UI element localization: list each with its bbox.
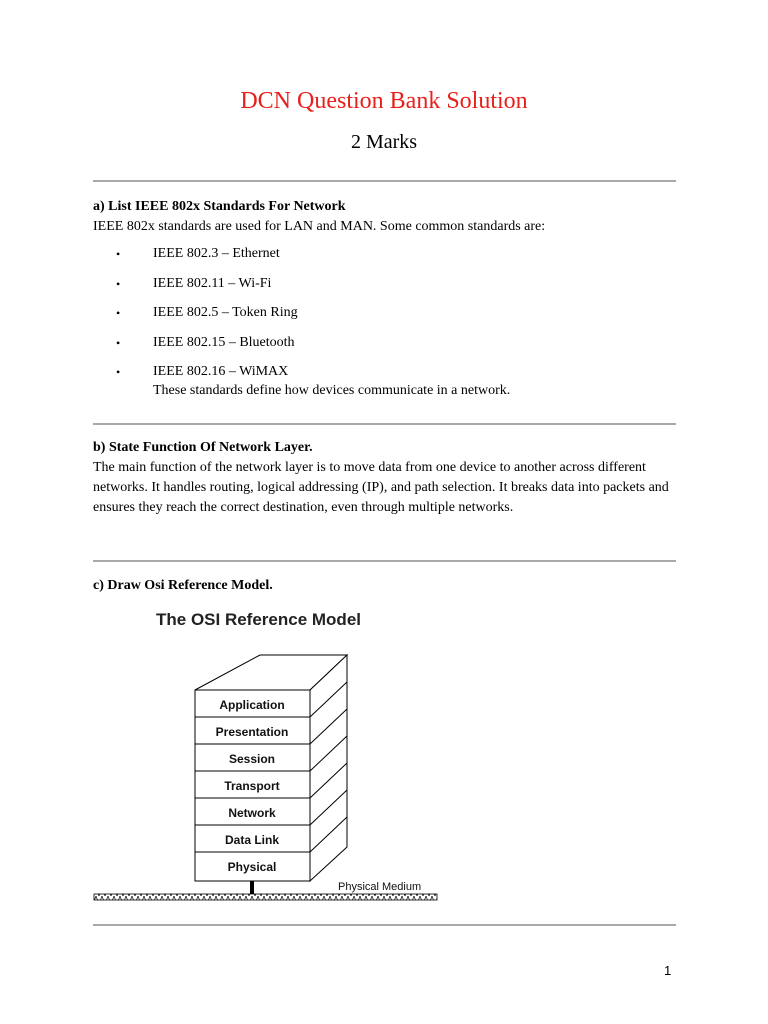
section-a-intro: IEEE 802x standards are used for LAN and MAN. Some common standards are: — [93, 219, 546, 234]
standards-list — [93, 244, 653, 392]
list-item: • IEEE 802.3 – Ethernet — [93, 244, 653, 274]
osi-layer-label: Network — [228, 806, 276, 820]
bullet-icon: • — [116, 276, 121, 291]
physical-medium-cable — [94, 894, 437, 900]
section-c-heading: c) Draw Osi Reference Model. — [93, 578, 273, 593]
bullet-icon: • — [116, 247, 121, 261]
list-item: • IEEE 802.15 – Bluetooth — [93, 333, 653, 363]
section-c — [93, 576, 683, 596]
list-item: • IEEE 802.16 – WiMAX — [93, 362, 653, 392]
list-item: • IEEE 802.11 – Wi-Fi — [93, 274, 653, 304]
section-b-body: The main function of the network layer is to move data from one device to another across different networks. It handles routing, logical addressing (IP), and path selection. It breaks data into packets and ensures they reach the correct destination, even through multiple networks. — [93, 460, 669, 515]
medium-connector — [250, 881, 254, 894]
section-a-heading: a) List IEEE 802x Standards For Network — [93, 199, 346, 214]
document-title: DCN Question Bank Solution — [240, 88, 528, 114]
section-a-closing: These standards define how devices communicate in a network. — [153, 383, 511, 398]
osi-layer-label: Presentation — [215, 725, 289, 739]
bullet-icon: • — [116, 335, 121, 350]
page-number: 1 — [664, 963, 672, 978]
osi-layer-label: Data Link — [224, 833, 280, 847]
osi-layer-label: Application — [219, 698, 285, 712]
bullet-icon: • — [116, 306, 121, 320]
section-a — [93, 197, 683, 237]
osi-diagram-title: The OSI Reference Model — [156, 610, 361, 629]
divider-1 — [93, 180, 676, 182]
divider-4 — [93, 924, 676, 926]
document-subtitle: 2 Marks — [350, 131, 418, 153]
section-b-heading: b) State Function Of Network Layer. — [93, 440, 313, 455]
osi-layer-label: Transport — [224, 779, 280, 793]
osi-layer-label: Physical — [227, 860, 277, 874]
osi-reference-model-diagram — [90, 600, 450, 910]
divider-2 — [93, 423, 676, 425]
divider-3 — [93, 560, 676, 562]
physical-medium-label: Physical Medium — [338, 881, 422, 893]
list-item: • IEEE 802.5 – Token Ring — [93, 303, 653, 333]
section-b — [93, 438, 683, 518]
bullet-icon: • — [116, 365, 121, 379]
osi-layer-label: Session — [228, 752, 276, 766]
